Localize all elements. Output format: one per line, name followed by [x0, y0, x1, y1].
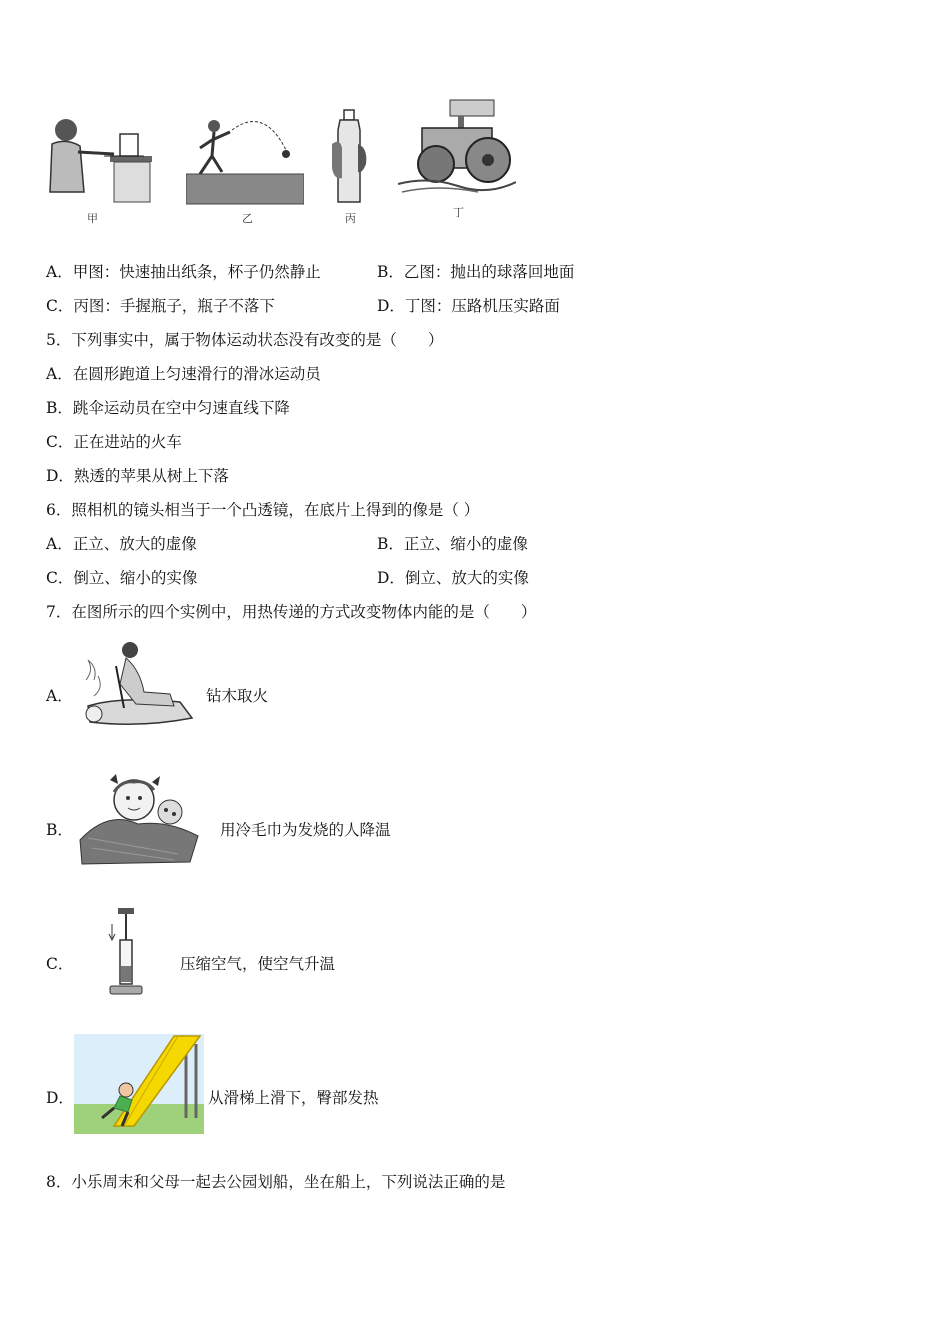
figure-cold-towel-fever — [78, 770, 202, 866]
q7-option-a-letter: A． — [46, 687, 73, 705]
figure-bing-hand-bottle — [330, 108, 370, 206]
q7-option-b-letter: B． — [46, 821, 73, 839]
q4-option-a: A．甲图：快速抽出纸条，杯子仍然静止 — [46, 263, 321, 281]
q5-option-a: A．在圆形跑道上匀速滑行的滑冰运动员 — [46, 365, 321, 383]
q7-option-c-text: 压缩空气，使空气升温 — [180, 955, 336, 973]
q6-option-a: A．正立、放大的虚像 — [46, 535, 197, 553]
figure-jia-cup-paper — [44, 112, 156, 207]
q6-stem: 6．照相机的镜头相当于一个凸透镜，在底片上得到的像是（ ） — [46, 501, 480, 519]
q4-option-c: C．丙图：手握瓶子，瓶子不落下 — [46, 297, 275, 315]
q5-option-c: C．正在进站的火车 — [46, 433, 182, 451]
q7-option-c-letter: C． — [46, 955, 74, 973]
q7-option-d-text: 从滑梯上滑下，臀部发热 — [208, 1089, 379, 1107]
figure-sliding-down-slide — [74, 1034, 204, 1134]
q6-option-c: C．倒立、缩小的实像 — [46, 569, 198, 587]
q6-option-d: D．倒立、放大的实像 — [377, 569, 529, 587]
figure-ding-road-roller — [398, 98, 516, 198]
caption-bing: 丙 — [345, 212, 356, 225]
q8-stem: 8．小乐周末和父母一起去公园划船，坐在船上，下列说法正确的是 — [46, 1173, 506, 1191]
q5-option-b: B．跳伞运动员在空中匀速直线下降 — [46, 399, 290, 417]
figure-air-compression-syringe — [104, 906, 146, 998]
caption-yi: 乙 — [242, 212, 253, 225]
q7-option-b-text: 用冷毛巾为发烧的人降温 — [220, 821, 391, 839]
caption-ding: 丁 — [453, 206, 464, 219]
q6-option-b: B．正立、缩小的虚像 — [377, 535, 528, 553]
q5-option-d: D．熟透的苹果从树上下落 — [46, 467, 229, 485]
figure-drilling-wood-fire — [80, 640, 196, 728]
q7-stem: 7．在图所示的四个实例中，用热传递的方式改变物体内能的是（ ） — [46, 603, 537, 621]
q4-option-b: B．乙图：抛出的球落回地面 — [377, 263, 575, 281]
figure-yi-ball-throw — [186, 112, 304, 207]
q4-option-d: D．丁图：压路机压实路面 — [377, 297, 560, 315]
q7-option-d-letter: D． — [46, 1089, 74, 1107]
q5-stem: 5．下列事实中，属于物体运动状态没有改变的是（ ） — [46, 331, 444, 349]
caption-jia: 甲 — [87, 212, 98, 225]
q7-option-a-text: 钻木取火 — [206, 687, 269, 705]
